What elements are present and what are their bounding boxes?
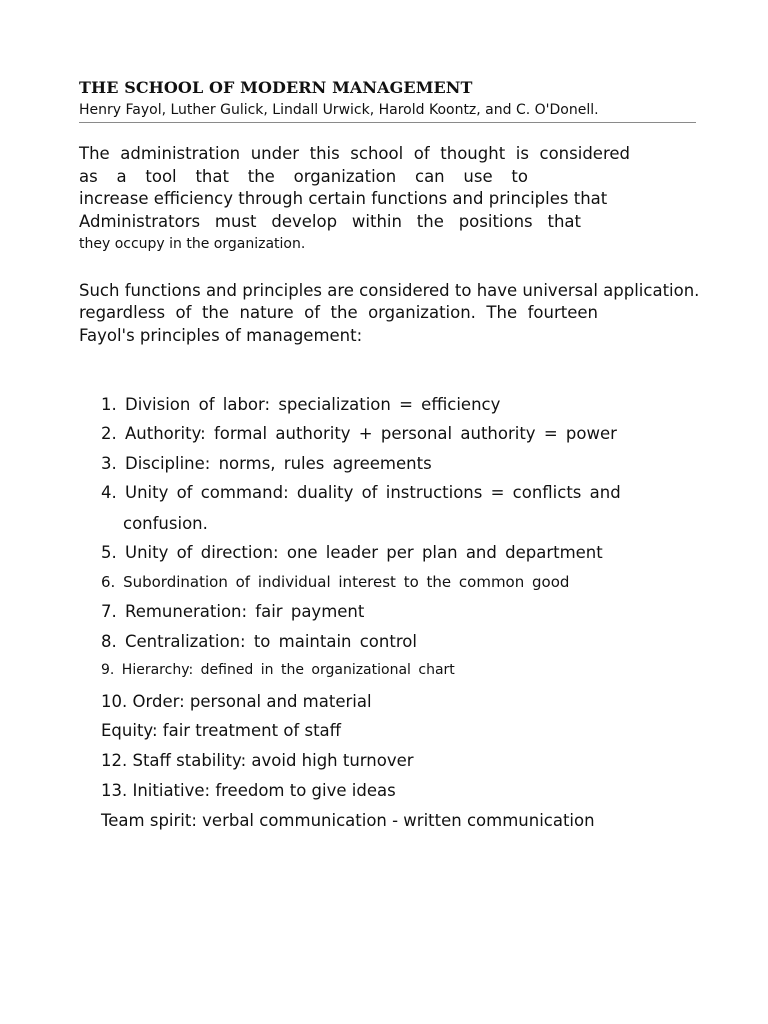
paragraph-1-line-2: as a tool that the organization can use to [79, 167, 528, 186]
document-authors: Henry Fayol, Luther Gulick, Lindall Urwick, Harold Koontz, and C. O'Donell. [79, 102, 599, 118]
principle-item-9: 9. Hierarchy: defined in the organizational chart [101, 662, 455, 678]
title-divider [79, 122, 696, 123]
principle-item-3: 3. Discipline: norms, rules agreements [101, 454, 432, 473]
principle-item-11: Equity: fair treatment of staff [101, 721, 342, 740]
paragraph-1-line-1: The administration under this school of thought is considered [79, 144, 630, 163]
paragraph-2-line-2: regardless of the nature of the organization. The fourteen [79, 303, 598, 322]
principle-item-7: 7. Remuneration: fair payment [101, 602, 365, 621]
principle-item-10: 10. Order: personal and material [101, 692, 372, 711]
paragraph-1-line-5: they occupy in the organization. [79, 236, 306, 252]
principle-item-4-continuation: confusion. [123, 514, 208, 533]
principle-item-5: 5. Unity of direction: one leader per plan and department [101, 543, 603, 562]
principle-item-14: Team spirit: verbal communication - written communication [101, 811, 595, 830]
principle-item-12: 12. Staff stability: avoid high turnover [101, 751, 414, 770]
principle-item-4: 4. Unity of command: duality of instructions = conflicts and [101, 483, 621, 502]
principle-item-8: 8. Centralization: to maintain control [101, 632, 417, 651]
principle-item-2: 2. Authority: formal authority + personal authority = power [101, 424, 617, 443]
principle-item-13: 13. Initiative: freedom to give ideas [101, 781, 396, 800]
paragraph-2-line-1: Such functions and principles are considered to have universal application. [79, 281, 700, 300]
paragraph-1-line-3: increase efficiency through certain functions and principles that [79, 189, 608, 208]
document-title: THE SCHOOL OF MODERN MANAGEMENT [79, 78, 473, 97]
paragraph-1-line-4: Administrators must develop within the positions that [79, 212, 581, 231]
principle-item-6: 6. Subordination of individual interest to the common good [101, 573, 570, 591]
principle-item-1: 1. Division of labor: specialization = efficiency [101, 395, 501, 414]
paragraph-2-line-3: Fayol's principles of management: [79, 326, 363, 345]
